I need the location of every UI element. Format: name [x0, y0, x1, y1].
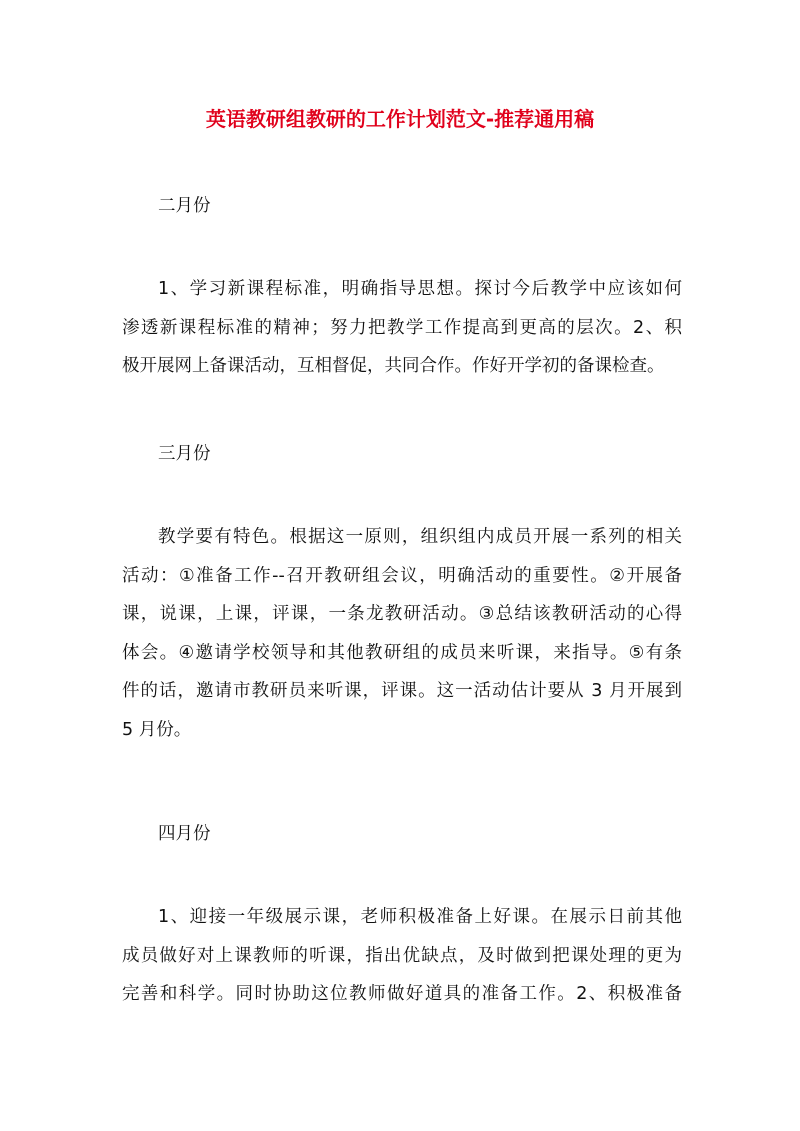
- paragraph-line: 渗透新课程标准的精神；努力把教学工作提高到更高的层次。2、积: [122, 317, 682, 338]
- section-paragraph-march: [122, 518, 682, 749]
- section-heading-march: 三月份: [158, 444, 211, 464]
- paragraph-line: 教学要有特色。根据这一原则，组织组内成员开展一系列的相关: [158, 527, 682, 547]
- section-heading-february: 二月份: [158, 196, 211, 216]
- paragraph-line: 1、迎接一年级展示课，老师积极准备上好课。在展示日前其他: [158, 907, 682, 927]
- paragraph-line: 课，说课，上课，评课，一条龙教研活动。③总结该教研活动的心得: [122, 604, 682, 624]
- section-heading-april: 四月份: [158, 824, 211, 844]
- paragraph-line: 极开展网上备课活动，互相督促，共同合作。作好开学初的备课检查。: [122, 356, 665, 376]
- paragraph-line: 活动：①准备工作--召开教研组会议，明确活动的重要性。②开展备: [122, 565, 682, 586]
- paragraph-line: 成员做好对上课教师的听课，指出优缺点，及时做到把课处理的更为: [122, 945, 682, 966]
- paragraph-line: 件的话，邀请市教研员来听课，评课。这一活动估计要从 3 月开展到: [122, 681, 682, 701]
- paragraph-line: 完善和科学。同时协助这位教师做好道具的准备工作。2、积极准备: [122, 984, 682, 1004]
- section-paragraph-april: [122, 898, 682, 1014]
- paragraph-line: 体会。④邀请学校领导和其他教研组的成员来听课，来指导。⑤有条: [122, 642, 682, 663]
- paragraph-line: 5 月份。: [122, 719, 192, 740]
- section-paragraph-february: [122, 270, 682, 386]
- document-title: 英语教研组教研的工作计划范文-推荐通用稿: [205, 107, 595, 131]
- paragraph-line: 1、学习新课程标准，明确指导思想。探讨今后教学中应该如何: [158, 279, 682, 299]
